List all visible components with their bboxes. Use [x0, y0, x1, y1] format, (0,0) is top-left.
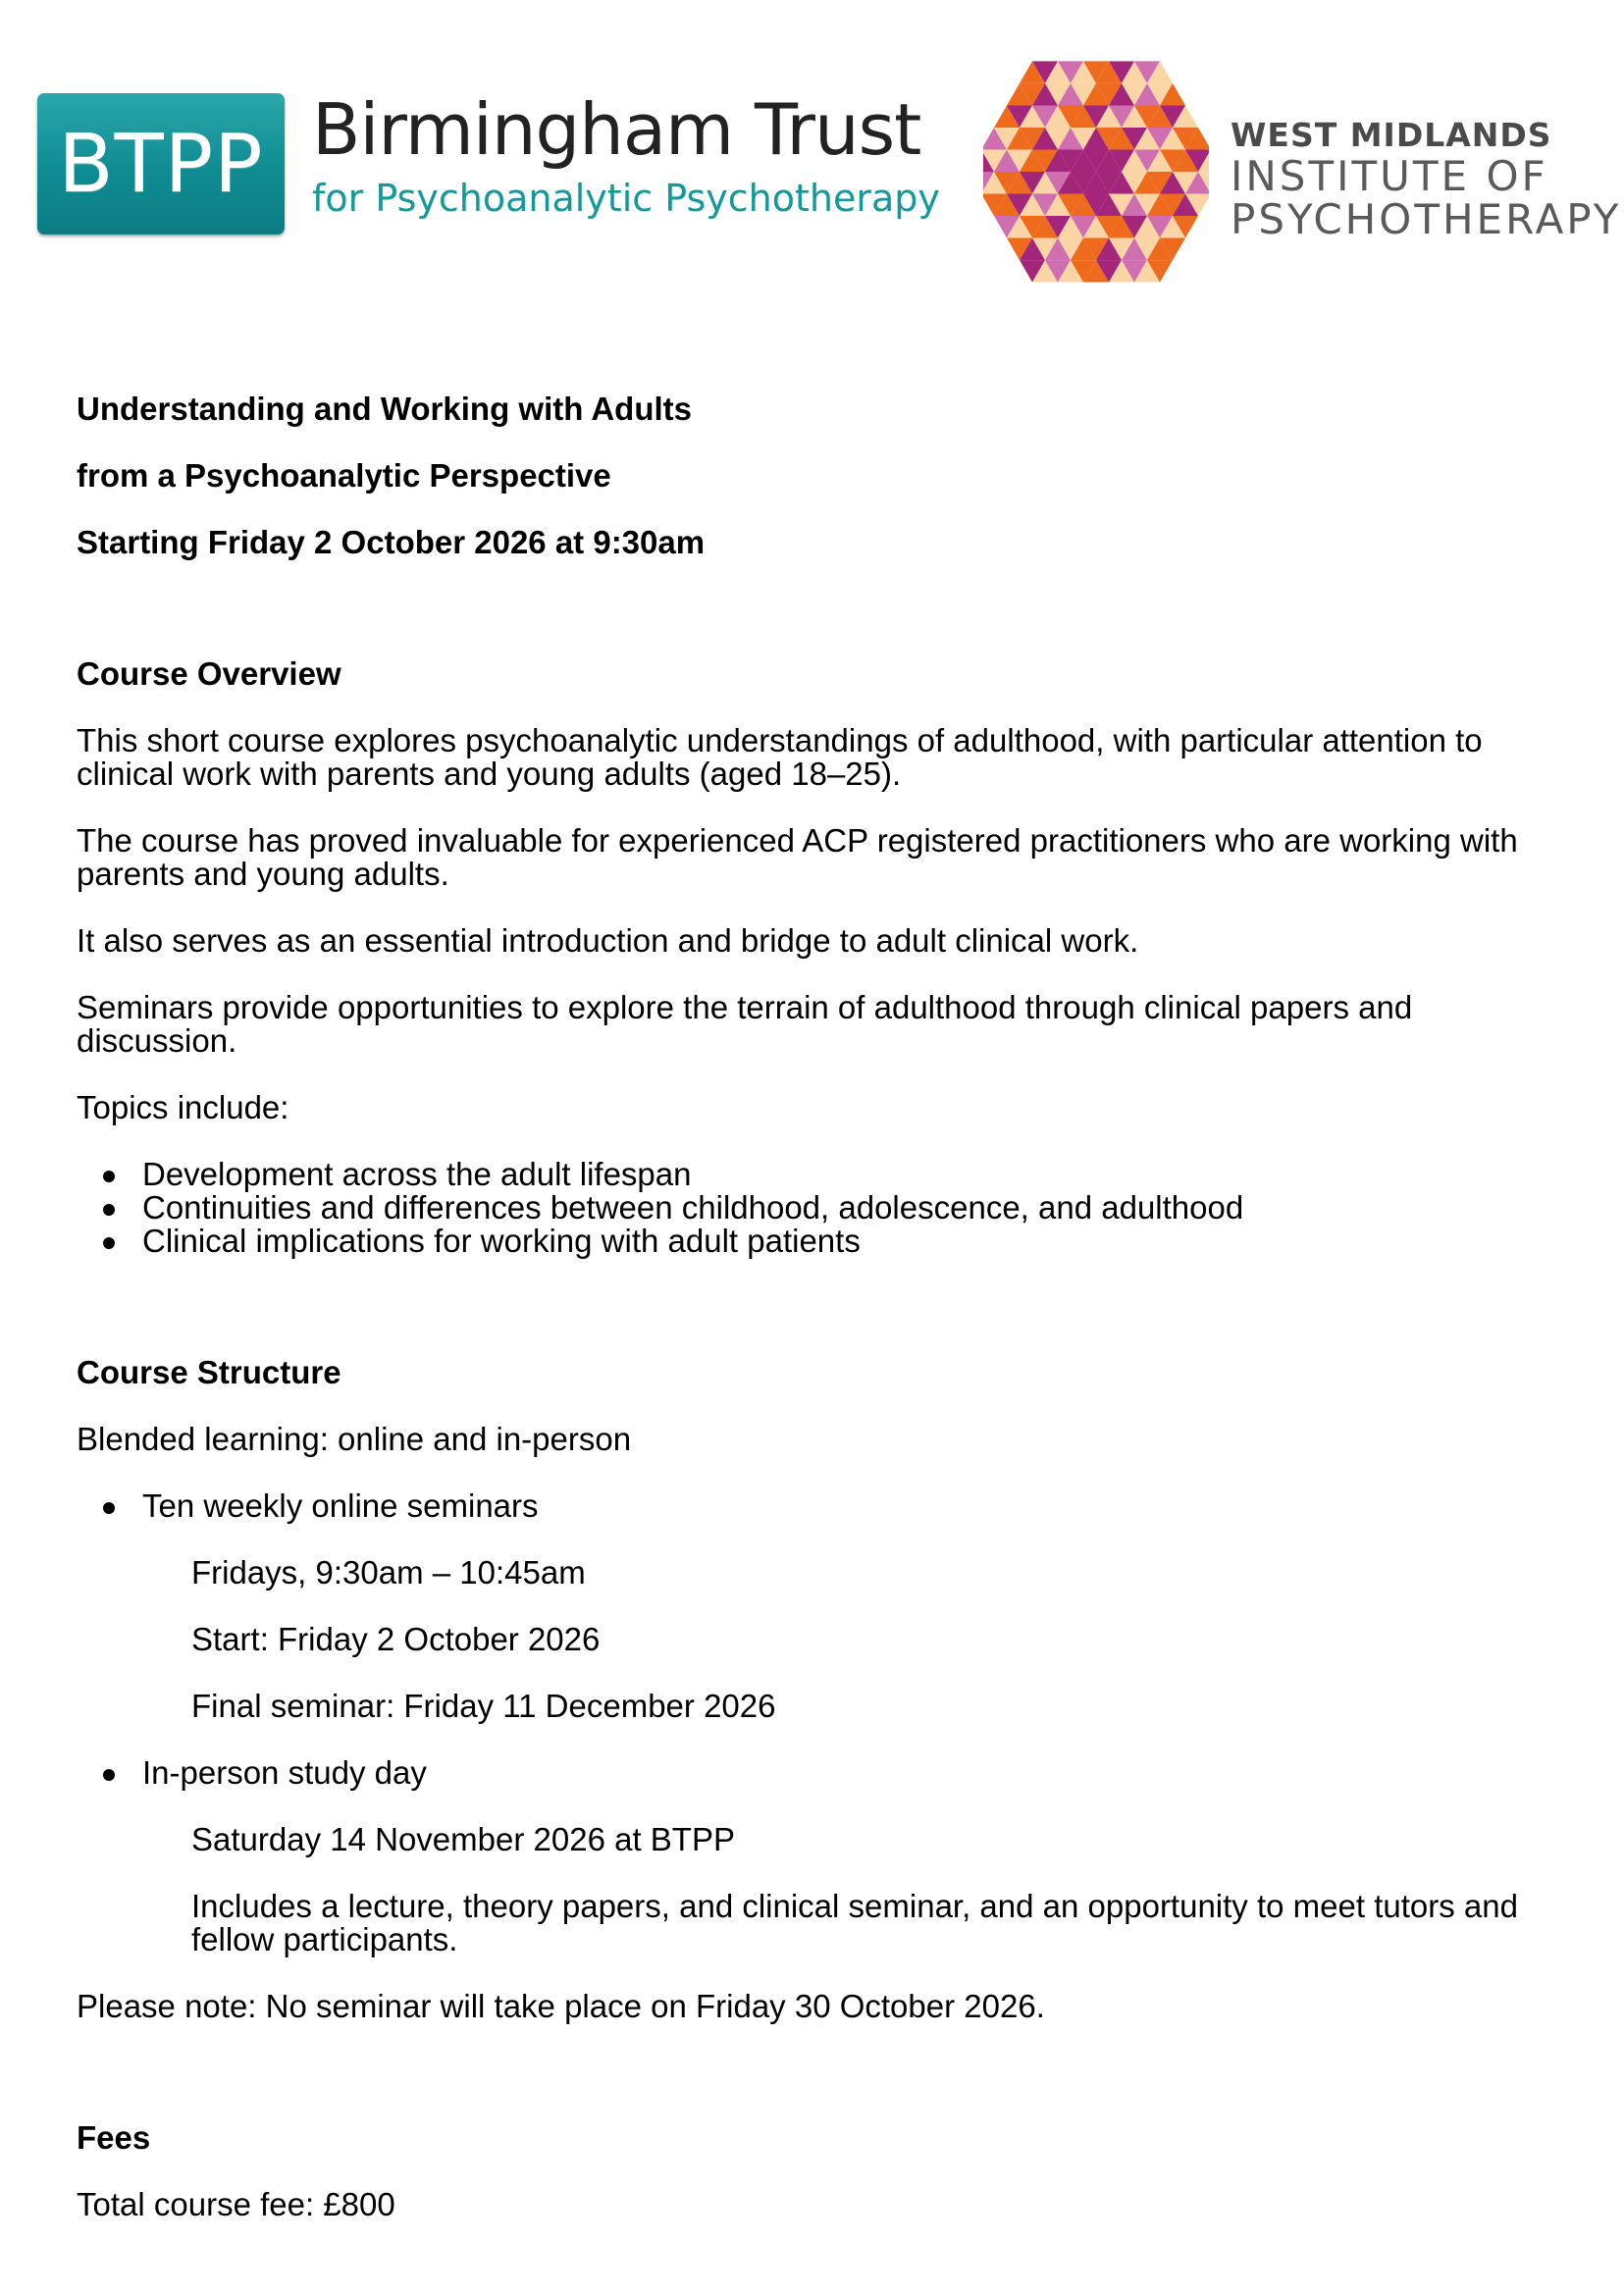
- btpp-logo-subtitle: for Psychoanalytic Psychotherapy: [312, 177, 940, 220]
- btpp-logo-title: Birmingham Trust: [312, 88, 921, 171]
- study-day-label: In-person study day: [142, 1754, 427, 1791]
- fees-heading: Fees: [77, 2119, 151, 2156]
- course-start-date: Starting Friday 2 October 2026 at 9:30am: [77, 524, 706, 560]
- overview-paragraph: It also serves as an essential introduction and bridge to adult clinical work.: [77, 922, 1139, 959]
- topic-text: Continuities and differences between childhood, adolescence, and adulthood: [142, 1189, 1244, 1226]
- wmip-logo-line2: INSTITUTE OF: [1231, 152, 1548, 200]
- online-seminar-start: Start: Friday 2 October 2026: [191, 1621, 601, 1657]
- list-item: [77, 1489, 1568, 1523]
- wmip-logo-line3: PSYCHOTHERAPY: [1231, 195, 1622, 243]
- overview-paragraph: This short course explores psychoanalytic understandings of adulthood, with particular attention to clinical work with parents and young adults (aged 18–25).: [77, 722, 1483, 792]
- bullet-icon: [103, 1204, 115, 1216]
- section-spacer: [77, 1291, 1568, 1356]
- schedule-note: Please note: No seminar will take place on Friday 30 October 2026.: [77, 1988, 1045, 2024]
- list-item: [77, 1158, 1568, 1191]
- list-item: [77, 1191, 1568, 1225]
- bullet-icon: [103, 1502, 115, 1514]
- list-item: [77, 1225, 1568, 1258]
- btpp-logo-badge: [37, 93, 285, 235]
- topic-text: Development across the adult lifespan: [142, 1156, 692, 1192]
- page-header: [0, 0, 1624, 314]
- overview-heading: Course Overview: [77, 655, 341, 692]
- wmip-logo-text: [1231, 116, 1621, 241]
- topics-intro: Topics include:: [77, 1089, 289, 1125]
- bullet-icon: [103, 1237, 115, 1249]
- topic-text: Clinical implications for working with adult patients: [142, 1223, 861, 1259]
- course-title-line2: from a Psychoanalytic Perspective: [77, 457, 611, 494]
- wmip-logo-icon: [983, 44, 1209, 299]
- section-spacer: [77, 593, 1568, 657]
- fees-total: Total course fee: £800: [77, 2186, 395, 2222]
- online-seminar-time: Fridays, 9:30am – 10:45am: [191, 1554, 586, 1591]
- course-title-line1: Understanding and Working with Adults: [77, 391, 692, 427]
- study-day-description: Includes a lecture, theory papers, and clinical seminar, and an opportunity to meet tutors and fellow participants.: [191, 1888, 1518, 1957]
- bullet-icon: [103, 1171, 115, 1182]
- overview-paragraph: The course has proved invaluable for experienced ACP registered practitioners who are working with parents and young adults.: [77, 822, 1518, 892]
- list-item: [77, 1756, 1568, 1790]
- overview-paragraph: Seminars provide opportunities to explore the terrain of adulthood through clinical papers and discussion.: [77, 989, 1413, 1059]
- wmip-logo-line1: WEST MIDLANDS: [1231, 116, 1552, 154]
- online-seminars-label: Ten weekly online seminars: [142, 1487, 539, 1524]
- btpp-badge-text: BTPP: [58, 117, 264, 211]
- study-day-date: Saturday 14 November 2026 at BTPP: [191, 1821, 735, 1857]
- document-body: [77, 392, 1568, 2255]
- online-seminar-final: Final seminar: Friday 11 December 2026: [191, 1688, 776, 1724]
- bullet-icon: [103, 1769, 115, 1781]
- structure-heading: Course Structure: [77, 1354, 341, 1390]
- structure-intro: Blended learning: online and in-person: [77, 1421, 632, 1457]
- topics-list: [77, 1158, 1568, 1258]
- section-spacer: [77, 2057, 1568, 2121]
